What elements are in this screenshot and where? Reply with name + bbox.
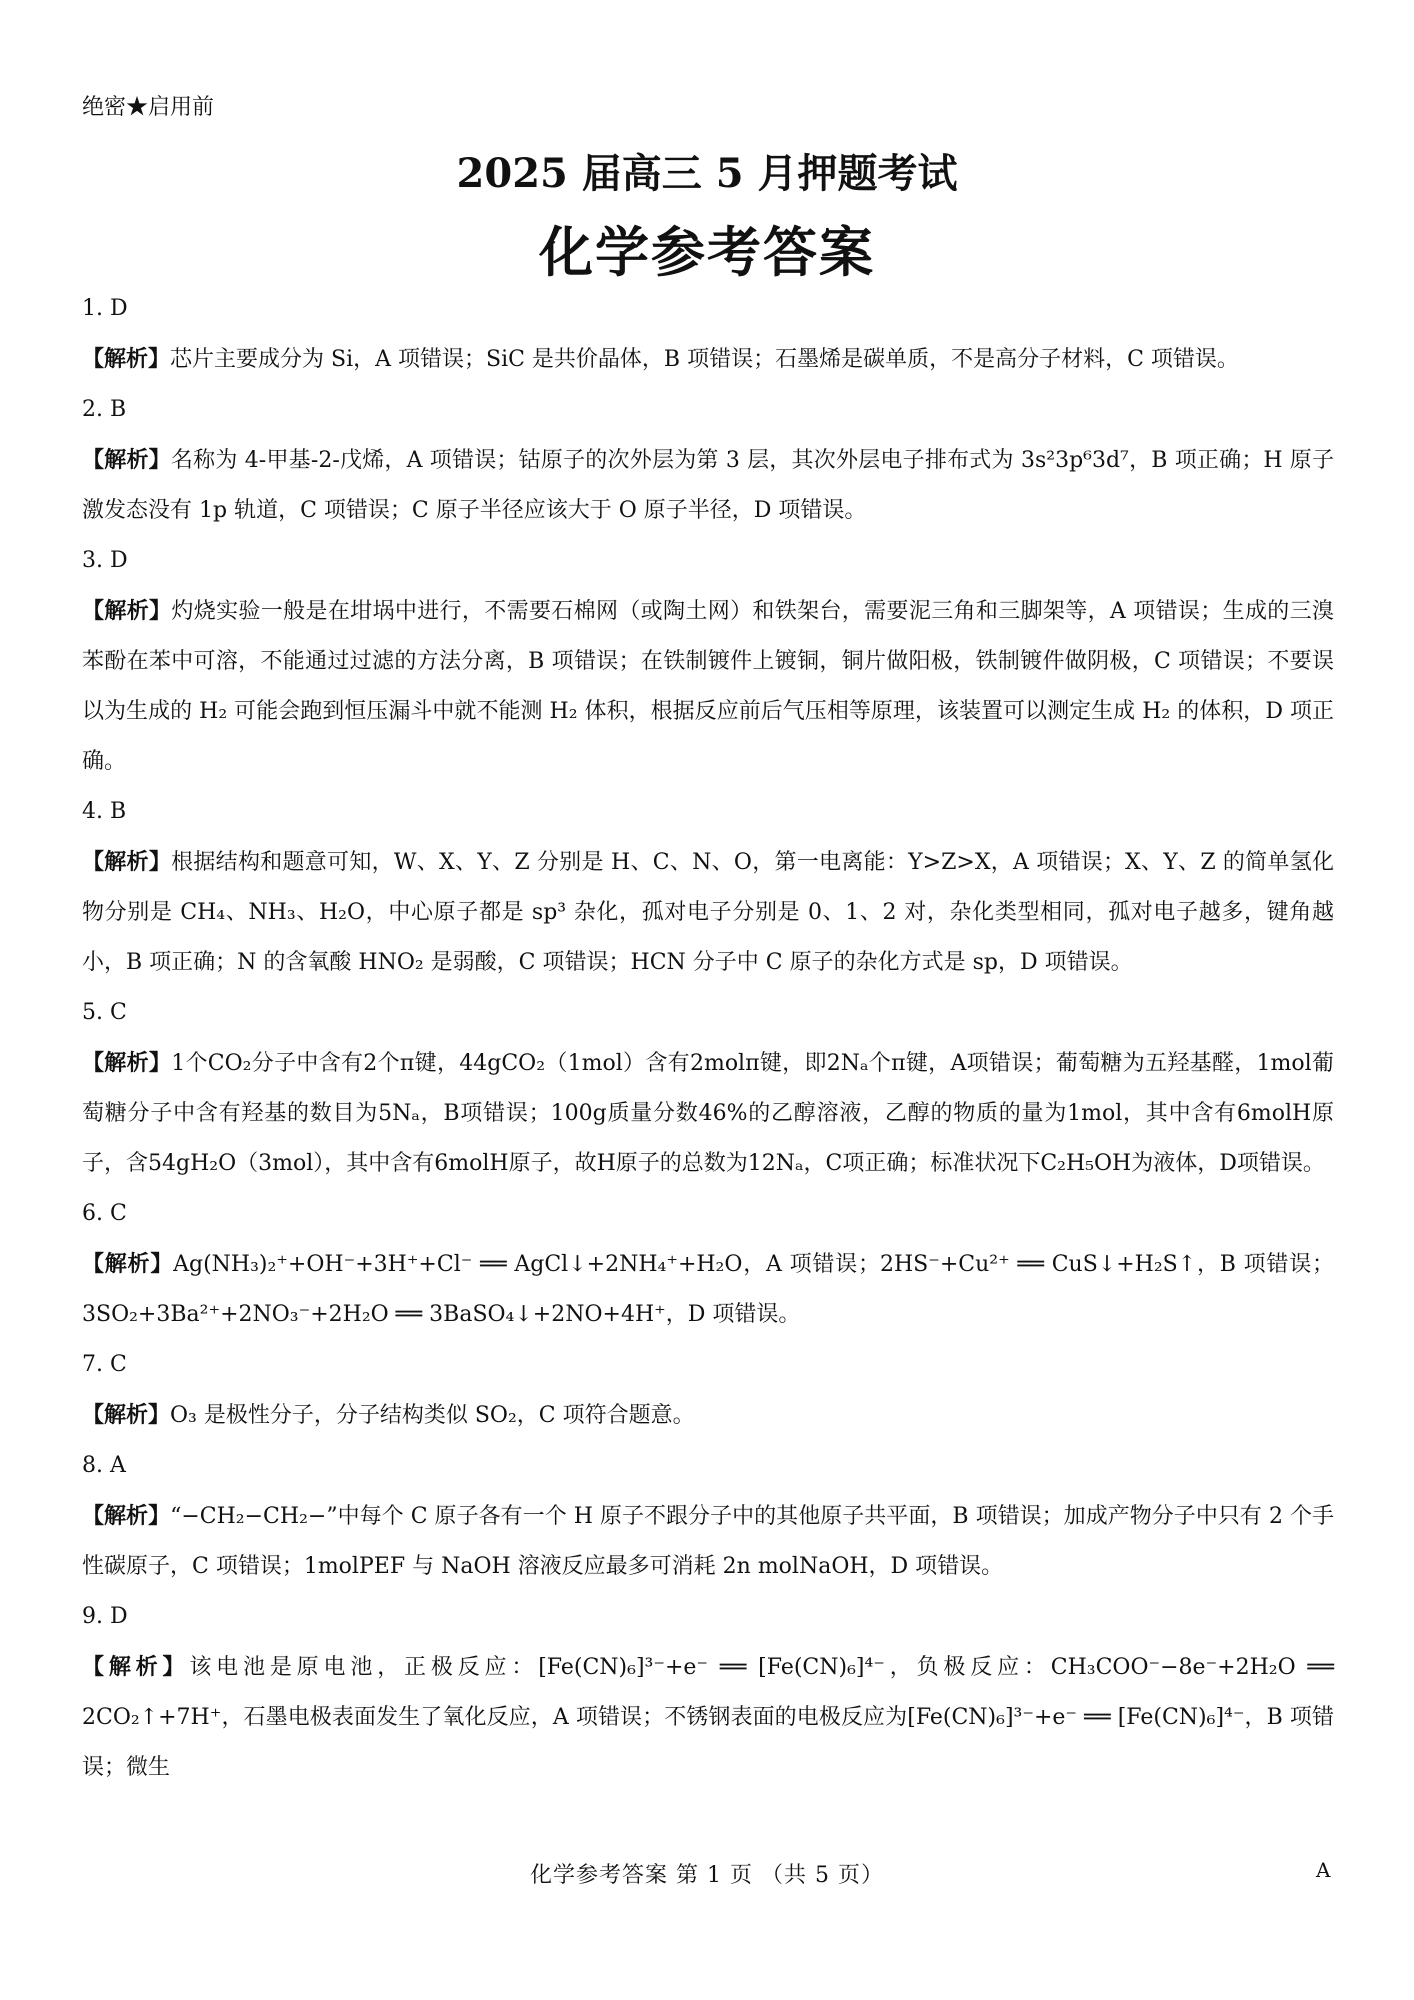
question-number: 7. C xyxy=(82,1352,127,1377)
explanation-tag: 【解析】 xyxy=(82,1503,171,1529)
answer-item xyxy=(82,284,1334,385)
explanation-tag: 【解析】 xyxy=(82,1402,171,1428)
question-number: 6. C xyxy=(82,1201,127,1226)
answer-item xyxy=(82,1189,1334,1340)
version-mark: A xyxy=(1316,1858,1331,1882)
confidential-label: 绝密★启用前 xyxy=(82,95,215,120)
answer-item xyxy=(82,385,1334,536)
question-number: 2. B xyxy=(82,397,127,422)
answer-item xyxy=(82,988,1334,1189)
explanation-text: 芯片主要成分为 Si，A 项错误；SiC 是共价晶体，B 项错误；石墨烯是碳单质，不是高分子材料，C 项错误。 xyxy=(170,347,1239,372)
page-footer: 化学参考答案 第 1 页 （共 5 页） xyxy=(530,1863,884,1888)
answer-item xyxy=(82,1592,1334,1793)
explanation-tag: 【解析】 xyxy=(82,346,171,372)
explanation xyxy=(82,1038,1334,1189)
explanation-tag: 【解析】 xyxy=(82,1251,174,1277)
question-number: 4. B xyxy=(82,799,127,824)
explanation-tag: 【解析】 xyxy=(82,1050,172,1076)
explanation-text: 名称为 4-甲基-2-戊烯，A 项错误；钴原子的次外层为第 3 层，其次外层电子排布式为 3s²3p⁶3d⁷，B 项正确；H 原子激发态没有 1p 轨道，C 项错误；C 原子半径应该大于 O 原子半径，D 项错误。 xyxy=(82,448,1334,523)
explanation xyxy=(82,1642,1334,1793)
explanation-text: 1个CO₂分子中含有2个π键，44gCO₂（1mol）含有2molπ键，即2Nₐ个π键，A项错误；葡萄糖为五羟基醛，1mol葡萄糖分子中含有羟基的数目为5Nₐ，B项错误；100g质量分数46%的乙醇溶液，乙醇的物质的量为1mol，其中含有6molH原子，含54gH₂O（3mol），其中含有6molH原子，故H原子的总数为12Nₐ，C项正确；标准状况下C₂H₅OH为液体，D项错误。 xyxy=(82,1051,1334,1176)
explanation-text: “−CH₂−CH₂−”中每个 C 原子各有一个 H 原子不跟分子中的其他原子共平面，B 项错误；加成产物分子中只有 2 个手性碳原子，C 项错误；1molPEF 与 NaOH 溶液反应最多可消耗 2n molNaOH，D 项错误。 xyxy=(82,1504,1334,1579)
explanation-tag: 【解析】 xyxy=(82,1654,190,1680)
explanation xyxy=(82,1239,1334,1340)
explanation-tag: 【解析】 xyxy=(82,447,171,473)
explanation xyxy=(82,435,1334,536)
explanation xyxy=(82,1390,1334,1441)
explanation xyxy=(82,586,1334,787)
explanation-text: Ag(NH₃)₂⁺+OH⁻+3H⁺+Cl⁻ ══ AgCl↓+2NH₄⁺+H₂O，A 项错误；2HS⁻+Cu²⁺ ══ CuS↓+H₂S↑，B 项错误；3SO₂+3Ba²⁺+2NO₃⁻+2H₂O ══ 3BaSO₄↓+2NO+4H⁺，D 项错误。 xyxy=(82,1252,1334,1327)
explanation xyxy=(82,334,1334,385)
exam-title: 2025 届高三 5 月押题考试 xyxy=(456,150,958,197)
answers-list xyxy=(82,284,1334,1793)
answer-item xyxy=(82,536,1334,787)
answer-item xyxy=(82,1340,1334,1441)
explanation-tag: 【解析】 xyxy=(82,849,172,875)
explanation-text: 该电池是原电池，正极反应：[Fe(CN)₆]³⁻+e⁻ ══ [Fe(CN)₆]⁴⁻，负极反应：CH₃COO⁻−8e⁻+2H₂O ══ 2CO₂↑+7H⁺，石墨电极表面发生了氧化反应，A 项错误；不锈钢表面的电极反应为[Fe(CN)₆]³⁻+e⁻ ══ [Fe(CN)₆]⁴⁻，B 项错误；微生 xyxy=(82,1655,1334,1780)
answer-item xyxy=(82,1441,1334,1592)
explanation xyxy=(82,1491,1334,1592)
question-number: 8. A xyxy=(82,1453,126,1478)
explanation-text: 灼烧实验一般是在坩埚中进行，不需要石棉网（或陶土网）和铁架台，需要泥三角和三脚架等，A 项错误；生成的三溴苯酚在苯中可溶，不能通过过滤的方法分离，B 项错误；在铁制镀件上镀铜，铜片做阳极，铁制镀件做阴极，C 项错误；不要误以为生成的 H₂ 可能会跑到恒压漏斗中就不能测 H₂ 体积，根据反应前后气压相等原理，该装置可以测定生成 H₂ 的体积，D 项正确。 xyxy=(82,599,1334,774)
explanation xyxy=(82,837,1334,988)
question-number: 1. D xyxy=(82,296,128,321)
explanation-tag: 【解析】 xyxy=(82,598,172,624)
answer-item xyxy=(82,787,1334,988)
explanation-text: 根据结构和题意可知，W、X、Y、Z 分别是 H、C、N、O，第一电离能：Y>Z>X，A 项错误；X、Y、Z 的简单氢化物分别是 CH₄、NH₃、H₂O，中心原子都是 sp³ 杂化，孤对电子分别是 0、1、2 对，杂化类型相同，孤对电子越多，键角越小，B 项正确；N 的含氧酸 HNO₂ 是弱酸，C 项错误；HCN 分子中 C 原子的杂化方式是 sp，D 项错误。 xyxy=(82,850,1334,975)
question-number: 9. D xyxy=(82,1604,128,1629)
document-title: 化学参考答案 xyxy=(539,220,875,284)
explanation-text: O₃ 是极性分子，分子结构类似 SO₂，C 项符合题意。 xyxy=(170,1403,695,1428)
question-number: 5. C xyxy=(82,1000,127,1025)
question-number: 3. D xyxy=(82,548,128,573)
